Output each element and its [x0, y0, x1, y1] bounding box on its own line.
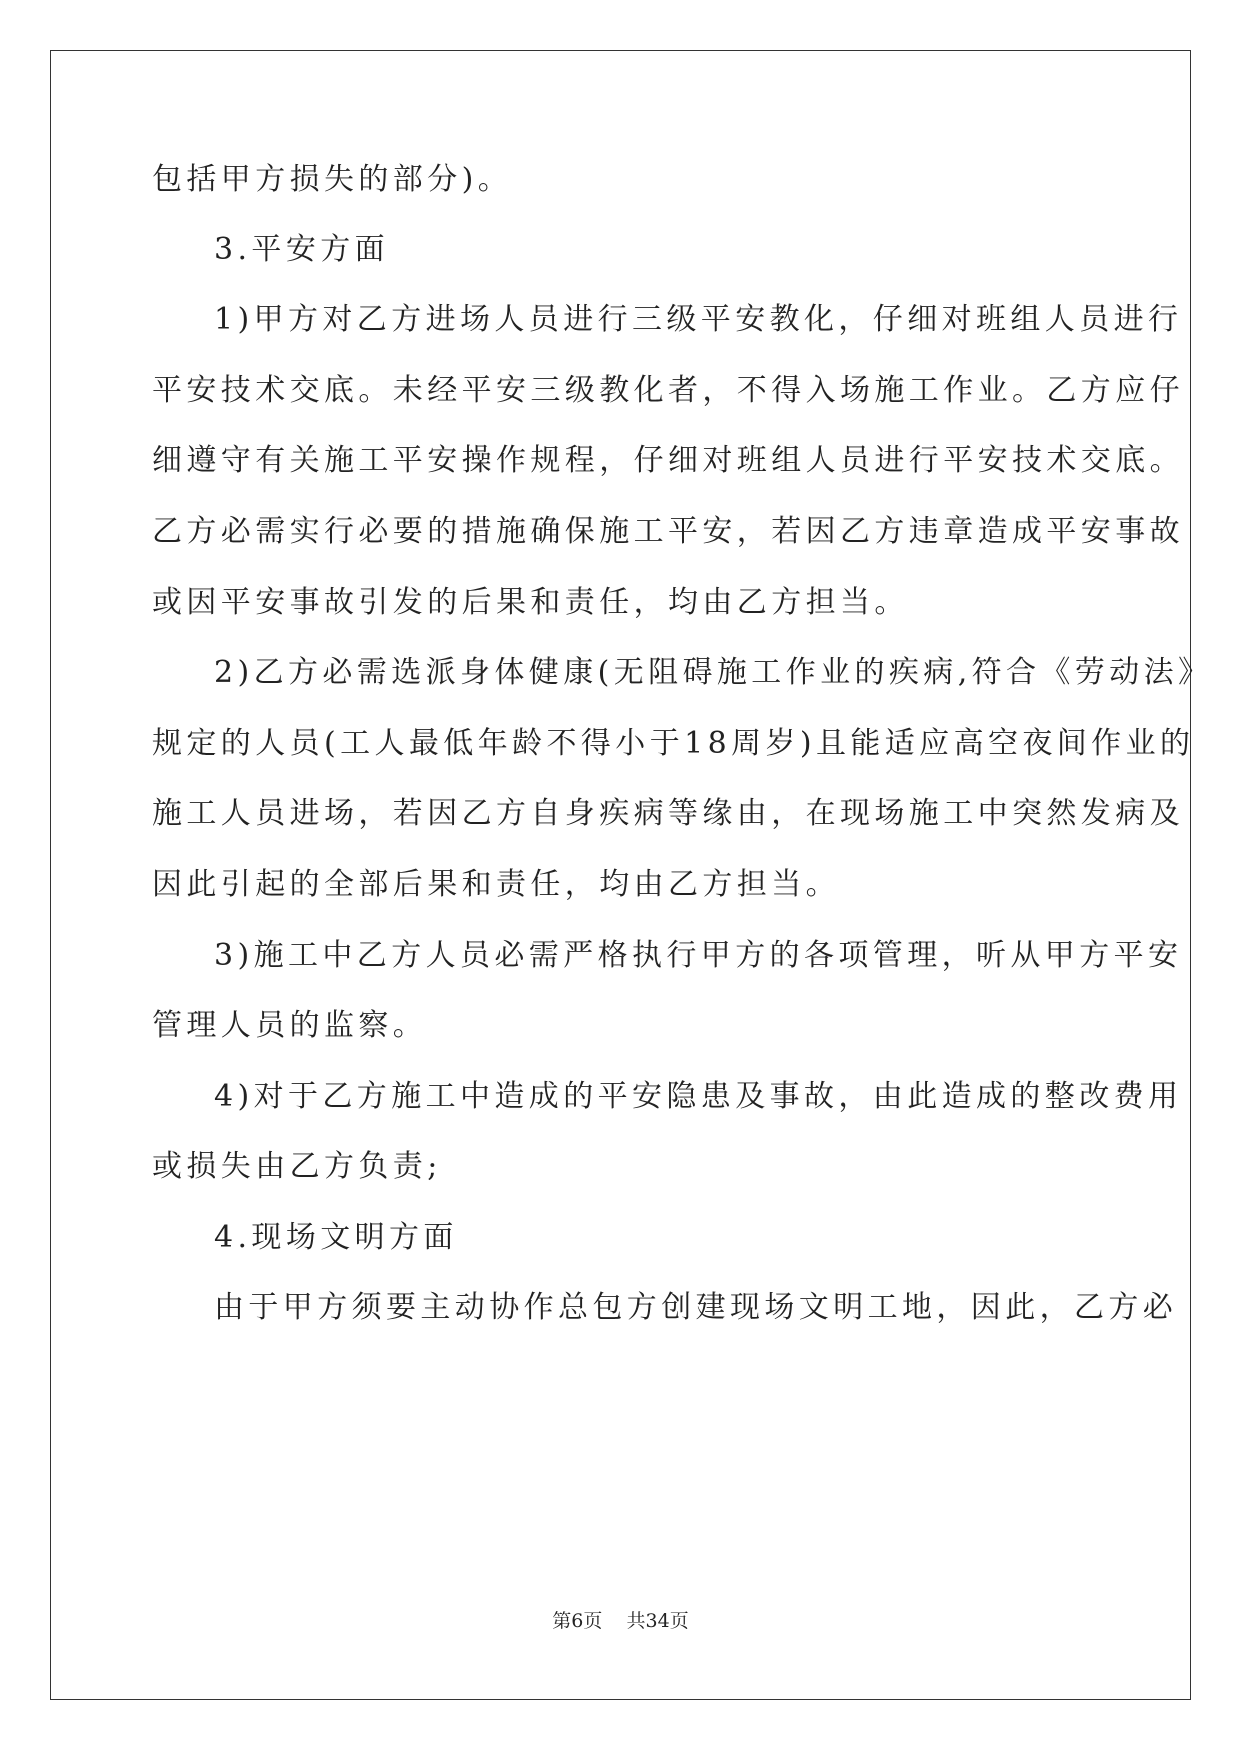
page-number: 第6页: [552, 1610, 603, 1632]
text-line: 规定的人员(工人最低年龄不得小于18周岁)且能适应高空夜间作业的: [152, 726, 1195, 761]
text-line: 包括甲方损失的部分)。: [152, 162, 513, 197]
page-total: 共34页: [626, 1610, 689, 1632]
text-line: 细遵守有关施工平安操作规程，仔细对班组人员进行平安技术交底。: [152, 443, 1184, 478]
page-footer: [0, 1609, 1241, 1633]
text-line: 由于甲方须要主动协作总包方创建现场文明工地，因此，乙方必: [214, 1290, 1178, 1325]
text-line: 2)乙方必需选派身体健康(无阻碍施工作业的疾病,符合《劳动法》: [214, 655, 1213, 690]
text-line: 管理人员的监察。: [152, 1008, 428, 1043]
text-line: 或因平安事故引发的后果和责任，均由乙方担当。: [152, 585, 909, 620]
text-line: 施工人员进场，若因乙方自身疾病等缘由，在现场施工中突然发病及: [152, 796, 1184, 831]
text-line: 乙方必需实行必要的措施确保施工平安，若因乙方违章造成平安事故: [152, 514, 1184, 549]
section-heading: 4.现场文明方面: [214, 1220, 458, 1255]
section-heading: 3.平安方面: [214, 232, 390, 267]
text-line: 因此引起的全部后果和责任，均由乙方担当。: [152, 867, 840, 902]
text-line: 4)对于乙方施工中造成的平安隐患及事故，由此造成的整改费用: [214, 1079, 1183, 1114]
text-line: 3)施工中乙方人员必需严格执行甲方的各项管理，听从甲方平安: [214, 938, 1183, 973]
text-line: 或损失由乙方负责;: [152, 1149, 442, 1184]
text-line: 平安技术交底。未经平安三级教化者，不得入场施工作业。乙方应仔: [152, 373, 1184, 408]
text-line: 1)甲方对乙方进场人员进行三级平安教化，仔细对班组人员进行: [214, 302, 1183, 337]
